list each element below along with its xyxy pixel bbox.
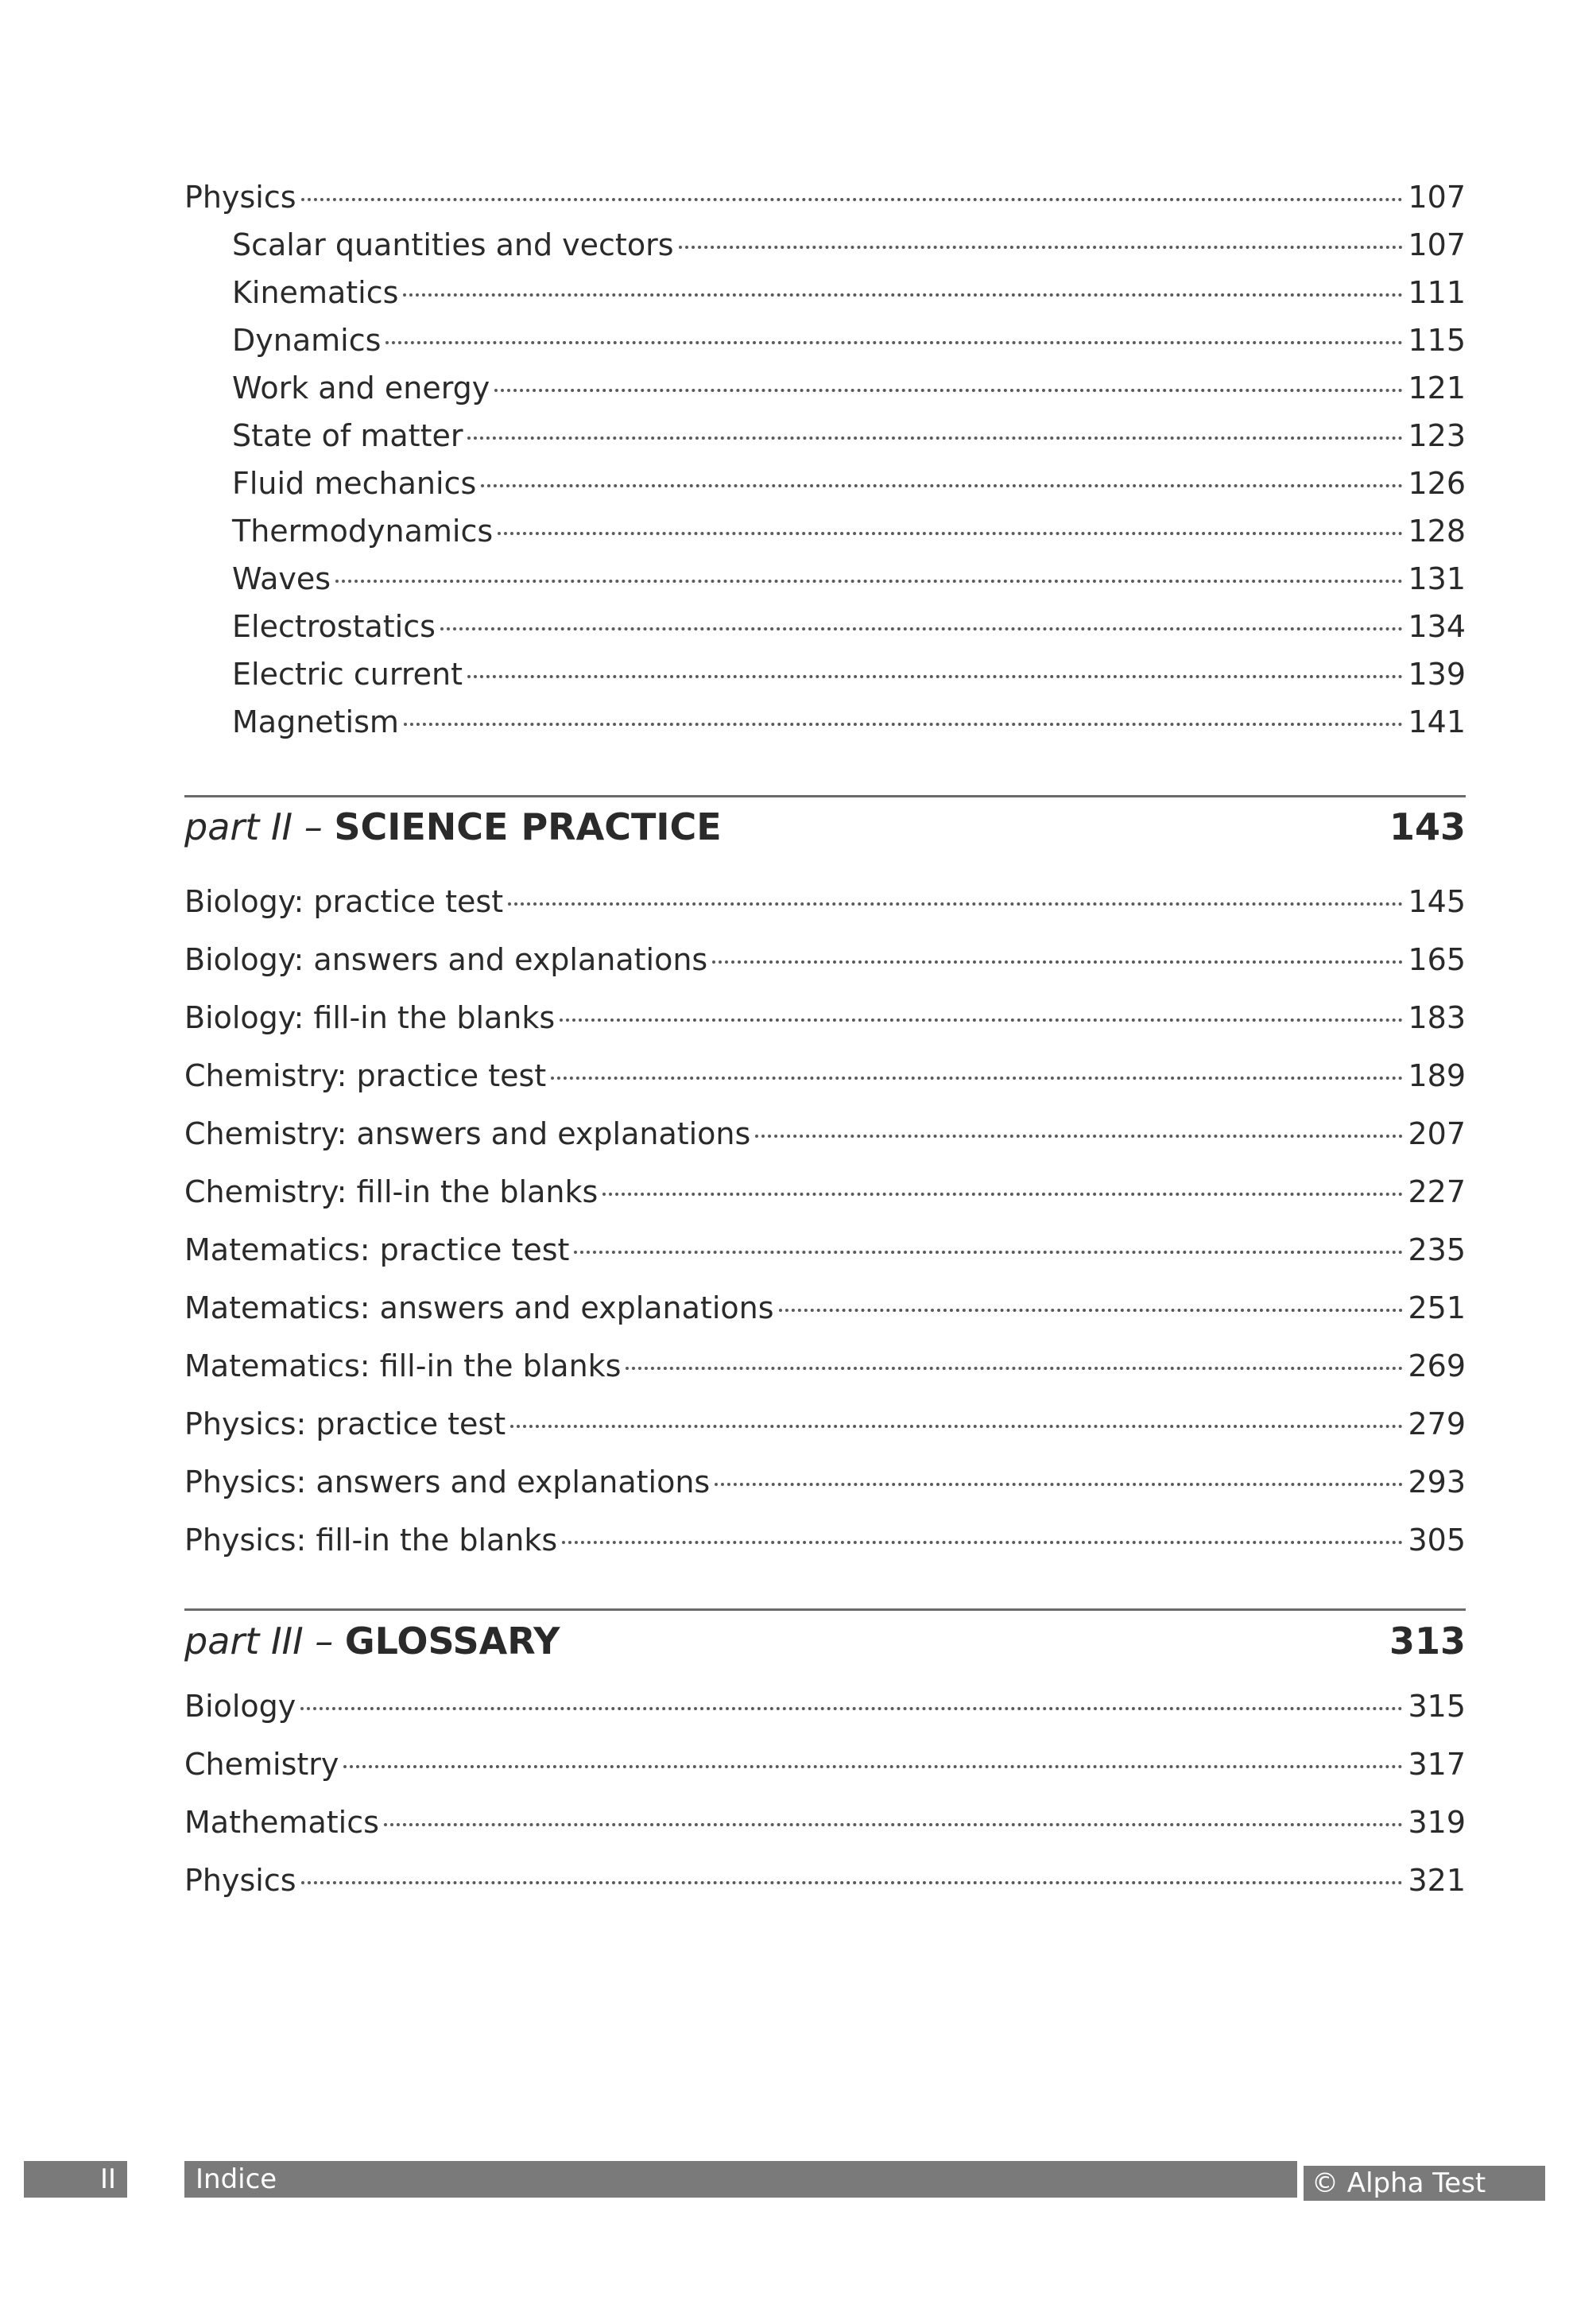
dot-leader — [403, 293, 1403, 297]
toc-entry-label: Electric current — [232, 657, 463, 692]
toc-entry[interactable] — [184, 999, 1466, 1037]
toc-entry[interactable] — [232, 369, 1466, 407]
toc-entry-page: 207 — [1408, 1116, 1466, 1151]
dot-leader — [467, 675, 1403, 678]
toc-entry[interactable] — [232, 274, 1466, 312]
toc-entry-page: 123 — [1408, 418, 1466, 453]
toc-entry-page: 279 — [1408, 1406, 1466, 1441]
footer-page-number: II — [24, 2161, 127, 2198]
toc-entry-page: 107 — [1408, 227, 1466, 262]
dot-leader — [301, 1881, 1404, 1884]
toc-entry-page: 145 — [1408, 884, 1466, 919]
toc-entry-page: 315 — [1408, 1689, 1466, 1724]
dot-leader — [481, 484, 1403, 487]
part-heading-glossary[interactable] — [184, 1619, 1466, 1663]
toc-entry-label: Matematics: fill-in the blanks — [184, 1348, 622, 1383]
toc-entry-label: Chemistry — [184, 1747, 339, 1782]
toc-entry[interactable] — [184, 1687, 1466, 1725]
section-divider — [184, 795, 1466, 797]
toc-entry-label: Chemistry: practice test — [184, 1058, 547, 1093]
toc-entry[interactable] — [184, 1231, 1466, 1269]
toc-entry-label: Matematics: practice test — [184, 1232, 570, 1267]
toc-entry-page: 115 — [1408, 323, 1466, 358]
dot-leader — [301, 198, 1404, 201]
toc-entry[interactable] — [184, 1521, 1466, 1559]
toc-entry[interactable] — [232, 703, 1466, 741]
toc-entry[interactable] — [184, 1173, 1466, 1211]
toc-entry-label: Mathematics — [184, 1805, 379, 1840]
dot-leader — [335, 580, 1403, 583]
toc-entry-label: Biology: practice test — [184, 884, 504, 919]
dot-leader — [562, 1541, 1403, 1544]
toc-entry-page: 235 — [1408, 1232, 1466, 1267]
toc-entry-page: 269 — [1408, 1348, 1466, 1383]
part-heading-label — [184, 805, 722, 849]
toc-entry-page: 227 — [1408, 1174, 1466, 1209]
toc-entry[interactable] — [184, 941, 1466, 979]
toc-entry-physics[interactable] — [184, 178, 1466, 216]
dot-leader — [574, 1251, 1403, 1254]
toc-entry[interactable] — [184, 1347, 1466, 1385]
dot-leader — [498, 532, 1403, 535]
toc-entry[interactable] — [184, 1289, 1466, 1327]
dot-leader — [602, 1193, 1403, 1196]
dot-leader — [300, 1707, 1403, 1710]
toc-entry-page: 131 — [1408, 561, 1466, 596]
toc-entry[interactable] — [184, 1861, 1466, 1899]
toc-entry-label: Biology: fill-in the blanks — [184, 1000, 556, 1035]
dot-leader — [560, 1018, 1403, 1022]
toc-entry[interactable] — [184, 1115, 1466, 1153]
footer-copyright: © Alpha Test — [1304, 2166, 1545, 2201]
toc-entry-label: Electrostatics — [232, 609, 436, 644]
footer-section-label: Indice — [184, 2161, 1297, 2198]
toc-entry-label: Waves — [232, 561, 331, 596]
toc-entry-page: 183 — [1408, 1000, 1466, 1035]
toc-entry-label: Thermodynamics — [232, 514, 494, 549]
dot-leader — [626, 1367, 1403, 1370]
dot-leader — [712, 960, 1403, 964]
toc-entry[interactable] — [232, 321, 1466, 359]
part-title: GLOSSARY — [344, 1620, 560, 1662]
dot-leader — [404, 723, 1404, 726]
toc-entry[interactable] — [232, 655, 1466, 693]
toc-entry[interactable] — [232, 607, 1466, 646]
part-heading-page: 143 — [1389, 805, 1466, 848]
dot-leader — [715, 1483, 1403, 1486]
toc-entry-page: 305 — [1408, 1523, 1466, 1558]
toc-entry-page: 139 — [1408, 657, 1466, 692]
dot-leader — [440, 627, 1404, 630]
part-title: SCIENCE PRACTICE — [334, 805, 722, 848]
toc-entry[interactable] — [232, 512, 1466, 550]
toc-entry-page: 251 — [1408, 1290, 1466, 1325]
toc-entry[interactable] — [232, 226, 1466, 264]
part-heading-science-practice[interactable] — [184, 805, 1466, 849]
dot-leader — [467, 436, 1403, 440]
dot-leader — [679, 246, 1404, 249]
toc-entry-label: Magnetism — [232, 704, 399, 739]
toc-entry-label: State of matter — [232, 418, 463, 453]
toc-entry[interactable] — [184, 1463, 1466, 1501]
toc-entry[interactable] — [184, 1405, 1466, 1443]
dot-leader — [384, 1823, 1404, 1826]
dot-leader — [386, 341, 1403, 344]
dot-leader — [551, 1077, 1403, 1080]
toc-entry-page: 321 — [1408, 1863, 1466, 1898]
toc-entry-page: 165 — [1408, 942, 1466, 977]
toc-entry-label: Physics: fill-in the blanks — [184, 1523, 558, 1558]
part-number: part III – — [184, 1620, 345, 1662]
toc-entry-label: Physics — [184, 180, 296, 215]
toc-entry-page: 141 — [1408, 704, 1466, 739]
toc-entry-label: Physics: answers and explanations — [184, 1465, 711, 1500]
toc-entry-label: Dynamics — [232, 323, 382, 358]
toc-entry-page: 189 — [1408, 1058, 1466, 1093]
part-heading-page: 313 — [1389, 1620, 1466, 1662]
toc-entry-page: 134 — [1408, 609, 1466, 644]
toc-entry-label: Work and energy — [232, 371, 490, 405]
toc-entry-page: 121 — [1408, 371, 1466, 405]
dot-leader — [494, 389, 1403, 392]
toc-entry-label: Chemistry: fill-in the blanks — [184, 1174, 599, 1209]
part-heading-label — [184, 1619, 560, 1663]
section-divider — [184, 1608, 1466, 1611]
toc-entry-label: Fluid mechanics — [232, 466, 477, 501]
toc-entry-label: Biology — [184, 1689, 296, 1724]
toc-entry-label: Biology: answers and explanations — [184, 942, 708, 977]
toc-entry[interactable] — [184, 1803, 1466, 1841]
dot-leader — [343, 1765, 1403, 1768]
toc-entry-label: Scalar quantities and vectors — [232, 227, 674, 262]
toc-entry-page: 111 — [1408, 275, 1466, 310]
toc-entry-label: Physics — [184, 1863, 296, 1898]
toc-entry[interactable] — [232, 560, 1466, 598]
toc-entry[interactable] — [184, 883, 1466, 921]
toc-entry[interactable] — [184, 1745, 1466, 1783]
toc-entry-label: Matematics: answers and explanations — [184, 1290, 774, 1325]
toc-entry-page: 317 — [1408, 1747, 1466, 1782]
toc-entry-page: 293 — [1408, 1465, 1466, 1500]
toc-entry[interactable] — [184, 1057, 1466, 1095]
toc-entry-label: Chemistry: answers and explanations — [184, 1116, 751, 1151]
dot-leader — [508, 902, 1403, 906]
toc-entry[interactable] — [232, 464, 1466, 502]
toc-entry-label: Physics: practice test — [184, 1406, 506, 1441]
dot-leader — [755, 1135, 1403, 1138]
dot-leader — [779, 1309, 1404, 1312]
dot-leader — [510, 1425, 1403, 1428]
toc-entry-page: 126 — [1408, 466, 1466, 501]
toc-entry-label: Kinematics — [232, 275, 399, 310]
part-number: part II – — [184, 805, 335, 848]
toc-entry-page: 107 — [1408, 180, 1466, 215]
toc-entry-page: 319 — [1408, 1805, 1466, 1840]
toc-entry-page: 128 — [1408, 514, 1466, 549]
toc-entry[interactable] — [232, 417, 1466, 455]
